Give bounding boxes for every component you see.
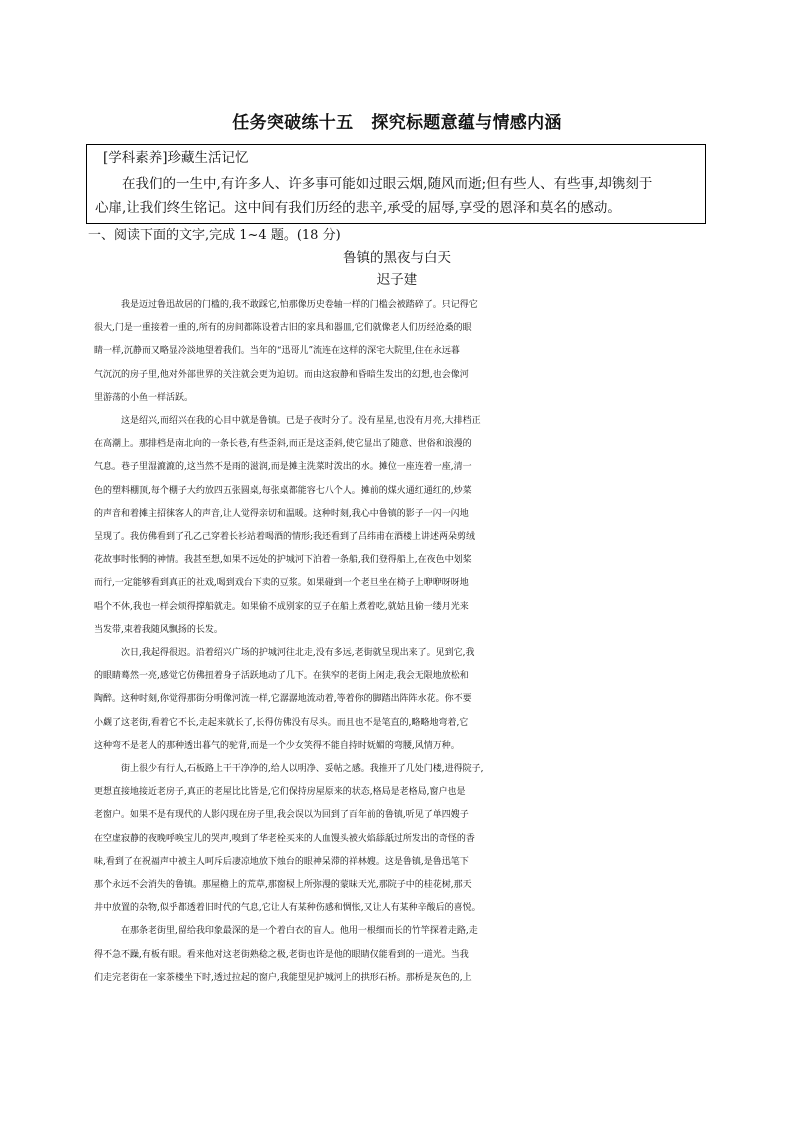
article-line: 而行,一定能够看到真正的社戏,喝到戏台下卖的豆浆。如果碰到一个老旦坐在椅子上咿咿呀呀地 — [94, 578, 469, 589]
literacy-line: 在我们的一生中,有许多人、许多事可能如过眼云烟,随风而逝;但有些人、有些事,却镌刻于 — [122, 176, 653, 192]
article-line: 次日,我起得很迟。沿着绍兴广场的护城河往北走,没有多远,老街就呈现出来了。见到它,我 — [121, 648, 475, 658]
title-part-2: 探究标题意蕴与情感内涵 — [371, 113, 562, 133]
title-part-1: 任务突破练十五 — [232, 113, 354, 133]
article-line: 街上很少有行人,石板路上干干净净的,给人以明净、妥帖之感。我推开了几处门楼,进得院子, — [121, 764, 484, 774]
article-line: 气沉沉的房子里,他对外部世界的关注就会更为迫切。而由这寂静和昏暗生发出的幻想,也会像河 — [94, 369, 469, 380]
article-line: 色的塑料棚顶,每个棚子大约放四五张圆桌,每张桌都能容七八个人。摊前的煤火通红通红的,炒菜 — [94, 485, 472, 496]
article-line: 更想直接地接近老房子,真正的老屋比比皆是,它们保持房屋原来的状态,格局是老格局,窗户也是 — [94, 787, 466, 798]
article-line: 的声音和着摊主招徕客人的声音,让人觉得亲切和温暖。这种时刻,我心中鲁镇的影子一闪一闪地 — [94, 508, 469, 519]
article-author: 迟子建 — [376, 272, 418, 288]
article-line: 得不急不躁,有板有眼。看来他对这老街熟稔之极,老街也许是他的眼睛仅能看到的一道光。当我 — [94, 949, 469, 960]
article-line: 花故事时怅惘的神情。我甚至想,如果不远处的护城河下泊着一条船,我们登得船上,在夜色中划桨 — [94, 555, 472, 566]
article-line: 在高潮上。那排档是南北向的一条长巷,有些歪斜,而正是这歪斜,使它显出了随意、世俗和浪漫的 — [94, 439, 472, 450]
article-line: 味,看到了在祝福声中被主人呵斥后凄凉地放下烛台的眼神呆滞的祥林嫂。这是鲁镇,是鲁迅笔下 — [94, 856, 469, 867]
article-line: 很大,门是一重接着一重的,所有的房间都陈设着古旧的家具和器皿,它们就像老人们历经沧桑的眼 — [94, 323, 472, 334]
article-line: 小觑了这老街,看着它不长,走起来就长了,长得仿佛没有尽头。而且也不是笔直的,略略地弯着,它 — [94, 717, 469, 728]
article-line: 在空虚寂静的夜晚呼唤宝儿的哭声,嗅到了华老栓买来的人血馒头被火焰舔舐过所发出的奇怪的香 — [94, 833, 475, 844]
article-line: 我是迈过鲁迅故居的门槛的,我不敢踩它,怕那像历史卷轴一样的门槛会被踏碎了。只记得它 — [121, 300, 478, 310]
question-instruction: 一、阅读下面的文字,完成 1~4 题。(18 分) — [88, 228, 341, 243]
article-line: 井中放置的杂物,似乎都透着旧时代的气息,它让人有某种伤感和惆怅,又让人有某种辛酸后的喜悦。 — [94, 903, 481, 914]
article-line: 睛一样,沉静而又略显冷淡地望着我们。当年的“迅哥儿”流连在这样的深宅大院里,住在永远暮 — [94, 346, 460, 357]
article-line: 陶醉。这种时刻,你觉得那街分明像河流一样,它潺潺地流动着,等着你的脚踏出阵阵水花。你不要 — [94, 694, 472, 705]
article-line: 们走完老街在一家茶楼坐下时,透过拉起的窗户,我能望见护城河上的拱形石桥。那桥是灰色的,上 — [94, 972, 472, 983]
article-line: 气息。巷子里湿漉漉的,这当然不是雨的滋润,而是摊主洗菜时泼出的水。摊位一座连着一座,清一 — [94, 462, 472, 473]
literacy-line: 心扉,让我们终生铭记。这中间有我们历经的悲辛,承受的屈辱,享受的恩泽和莫名的感动。 — [95, 200, 621, 216]
article-line: 那个永远不会消失的鲁镇。那屋檐上的荒草,那窗棂上所弥漫的蒙昧天光,那院子中的桂花树,那天 — [94, 880, 472, 890]
article-line: 在那条老街里,留给我印象最深的是一个着白衣的盲人。他用一根细而长的竹竿探着走路,走 — [121, 926, 478, 937]
page-title — [0, 108, 794, 133]
article-line: 里游荡的小鱼一样活跃。 — [94, 392, 194, 403]
article-line: 当发带,束着我随风飘扬的长发。 — [94, 624, 223, 635]
article-line: 呈现了。我仿佛看到了孔乙己穿着长衫站着喝酒的情形;我还看到了吕纬甫在酒楼上讲述两朵剪绒 — [94, 532, 476, 542]
literacy-header: [学科素养]珍藏生活记忆 — [103, 150, 249, 166]
article-line: 老窗户。如果不是有现代的人影闪现在房子里,我会误以为回到了百年前的鲁镇,听见了单四嫂子 — [94, 810, 469, 821]
article-line: 这种弯不是老人的那种透出暮气的驼背,而是一个少女笑得不能自持时妩媚的弯腰,风情万种。 — [94, 740, 460, 751]
article-title: 鲁镇的黑夜与白天 — [343, 250, 451, 266]
literacy-box — [86, 144, 706, 224]
article-line: 唱个不休,我也一样会烦得撑船就走。如果偷不成别家的豆子在船上煮着吃,就姑且偷一缕月光来 — [94, 601, 469, 612]
article-line: 这是绍兴,而绍兴在我的心目中就是鲁镇。已是子夜时分了。没有星星,也没有月亮,大排档正 — [121, 416, 481, 426]
article-line: 的眼睛蓦然一亮,感觉它仿佛扭着身子活跃地动了几下。在狭窄的老街上闲走,我会无限地放松和 — [94, 671, 469, 682]
